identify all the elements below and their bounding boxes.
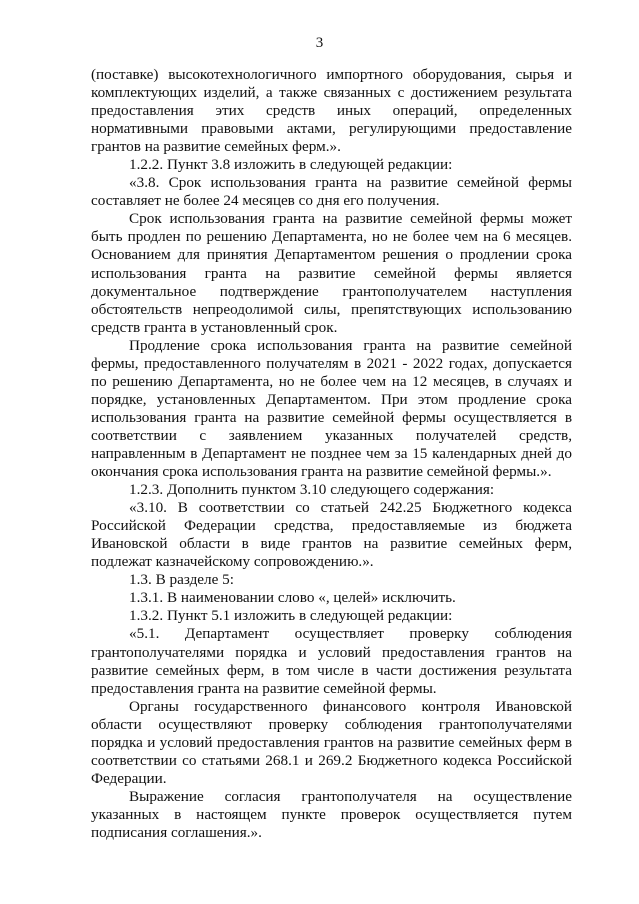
paragraph-continuation: (поставке) высокотехнологичного импортного оборудования, сырья и комплектующих изделий, а также связанных с достижением результата предоставления этих средств иных операций, определенных нормативными правовыми актами, регулирующими предоставление грантов на развитие семейных ферм.». (91, 66, 572, 156)
paragraph-clause-3-8: «3.8. Срок использования гранта на развитие семейной фермы составляет не более 24 месяцев со дня его получения. (91, 174, 572, 210)
paragraph-item-1-2-3: 1.2.3. Дополнить пунктом 3.10 следующего содержания: (129, 481, 495, 499)
paragraph-clause-3-10: «3.10. В соответствии со статьей 242.25 Бюджетного кодекса Российской Федерации средства, предоставляемые из бюджета Ивановской области в виде грантов на развитие семейных ферм, подлежат казначейскому сопровождению.». (91, 499, 572, 571)
paragraph-item-1-2-2: 1.2.2. Пункт 3.8 изложить в следующей редакции: (129, 156, 453, 174)
paragraph-clause-5-1: «5.1. Департамент осуществляет проверку соблюдения грантополучателями порядка и условий предоставления грантов на развитие семейных ферм, в том числе в части достижения результата предоставления гранта на развитие семейной фермы. (91, 625, 572, 697)
paragraph-grant-extension-2021-2022: Продление срока использования гранта на развитие семейной фермы, предоставленного получателям в 2021 - 2022 годах, допускается по решению Департамента, но не более чем на 12 месяцев, в случаях и порядке, установленных Департаментом. При этом продление срока использования гранта на развитие семейной фермы осуществляется в соответствии с заявлением указанных получателей средств, направленным в Департамент не позднее чем за 15 календарных дней до окончания срока использования гранта на развитие семейной фермы.». (91, 336, 572, 481)
paragraph-financial-control: Органы государственного финансового контроля Ивановской области осуществляют проверку соблюдения грантополучателями порядка и условий предоставления грантов на развитие семейных ферм в соответствии со статьями 268.1 и 269.2 Бюджетного кодекса Российской Федерации. (91, 697, 572, 787)
paragraph-consent: Выражение согласия грантополучателя на осуществление указанных в настоящем пункте проверок осуществляется путем подписания соглашения.». (91, 787, 572, 841)
paragraph-item-1-3-2: 1.3.2. Пункт 5.1 изложить в следующей редакции: (129, 607, 453, 625)
paragraph-item-1-3: 1.3. В разделе 5: (129, 571, 234, 589)
paragraph-item-1-3-1: 1.3.1. В наименовании слово «, целей» исключить. (129, 589, 456, 607)
page-number: 3 (315, 35, 324, 51)
paragraph-grant-extension: Срок использования гранта на развитие семейной фермы может быть продлен по решению Департамента, но не более чем на 6 месяцев. Основанием для принятия Департаментом решения о продлении срока использования гранта на развитие семейной фермы является документальное подтверждение грантополучателем наступления обстоятельств непреодолимой силы, препятствующих использованию средств гранта в установленный срок. (91, 210, 572, 336)
document-body (91, 66, 572, 842)
